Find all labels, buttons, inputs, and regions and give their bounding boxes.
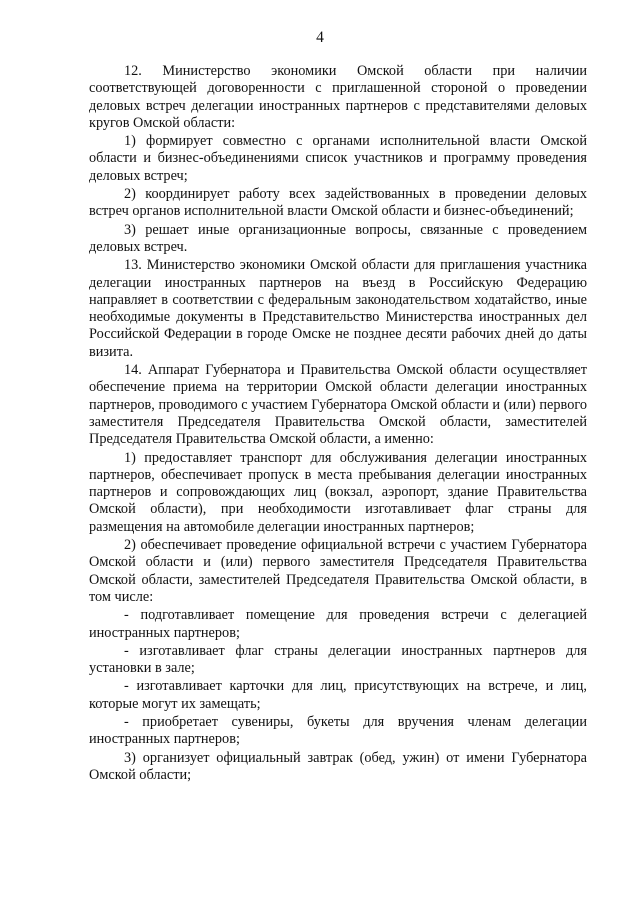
paragraph-14-item-2: 2) обеспечивает проведение официальной встречи с участием Губернатора Омской области и (или) первого заместителя Председателя Правительства Омской области, заместителей Председателя Правительства Омской области, в том числе: (89, 537, 587, 605)
paragraph-12-item-3: 3) решает иные организационные вопросы, связанные с проведением деловых встреч. (89, 221, 587, 255)
paragraph-14-item-2-bullet-4: - приобретает сувениры, букеты для вручения членам делегации иностранных партнеров; (89, 713, 587, 748)
paragraph-14-item-2-bullet-3: - изготавливает карточки для лиц, присутствующих на встрече, и лиц, которые могут их замещать; (89, 678, 587, 712)
paragraph-14-item-2-bullet-2: - изготавливает флаг страны делегации иностранных партнеров для установки в зале; (89, 642, 587, 677)
paragraph-14-intro: 14. Аппарат Губернатора и Правительства Омской области осуществляет обеспечение приема на территории Омской области делегации иностранных партнеров, проводимого с участием Губернатора Омской области и (или) первого заместителя Председателя Правительства Омской области, заместителей Председателя Правительства Омской области, а именно: (89, 362, 587, 448)
paragraph-13: 13. Министерство экономики Омской области для приглашения участника делегации иностранных партнеров на въезд в Российскую Федерацию направляет в соответствии с федеральным законодательством ходатайство, иные необходимые документы в Представительство Министерства иностранных дел Российской Федерации в городе Омске не позднее десяти рабочих дней до даты визита. (89, 257, 587, 360)
paragraph-14-item-1: 1) предоставляет транспорт для обслуживания делегации иностранных партнеров, обеспечивает пропуск в места пребывания делегации иностранных партнеров и сопровождающих лиц (вокзал, аэропорт, здание Правительства Омской области), при необходимости изготавливает флаг страны для размещения на автомобиле делегации иностранных партнеров; (89, 449, 587, 535)
page-number: 4 (316, 29, 324, 46)
paragraph-12-item-1: 1) формирует совместно с органами исполнительной власти Омской области и бизнес-объединениями список участников и программу проведения деловых встреч; (89, 133, 587, 184)
paragraph-14-item-3: 3) организует официальный завтрак (обед, ужин) от имени Губернатора Омской области; (89, 749, 587, 783)
paragraph-12-intro: 12. Министерство экономики Омской области при наличии соответствующей договоренности с приглашенной стороной о проведении деловых встреч делегации иностранных партнеров с представителями деловых кругов Омской области: (89, 63, 587, 131)
paragraph-12-item-2: 2) координирует работу всех задействованных в проведении деловых встреч органов исполнительной власти Омской области и бизнес-объединений; (89, 186, 587, 220)
document-body (89, 63, 587, 785)
paragraph-14-item-2-bullet-1: - подготавливает помещение для проведения встречи с делегацией иностранных партнеров; (89, 607, 587, 641)
